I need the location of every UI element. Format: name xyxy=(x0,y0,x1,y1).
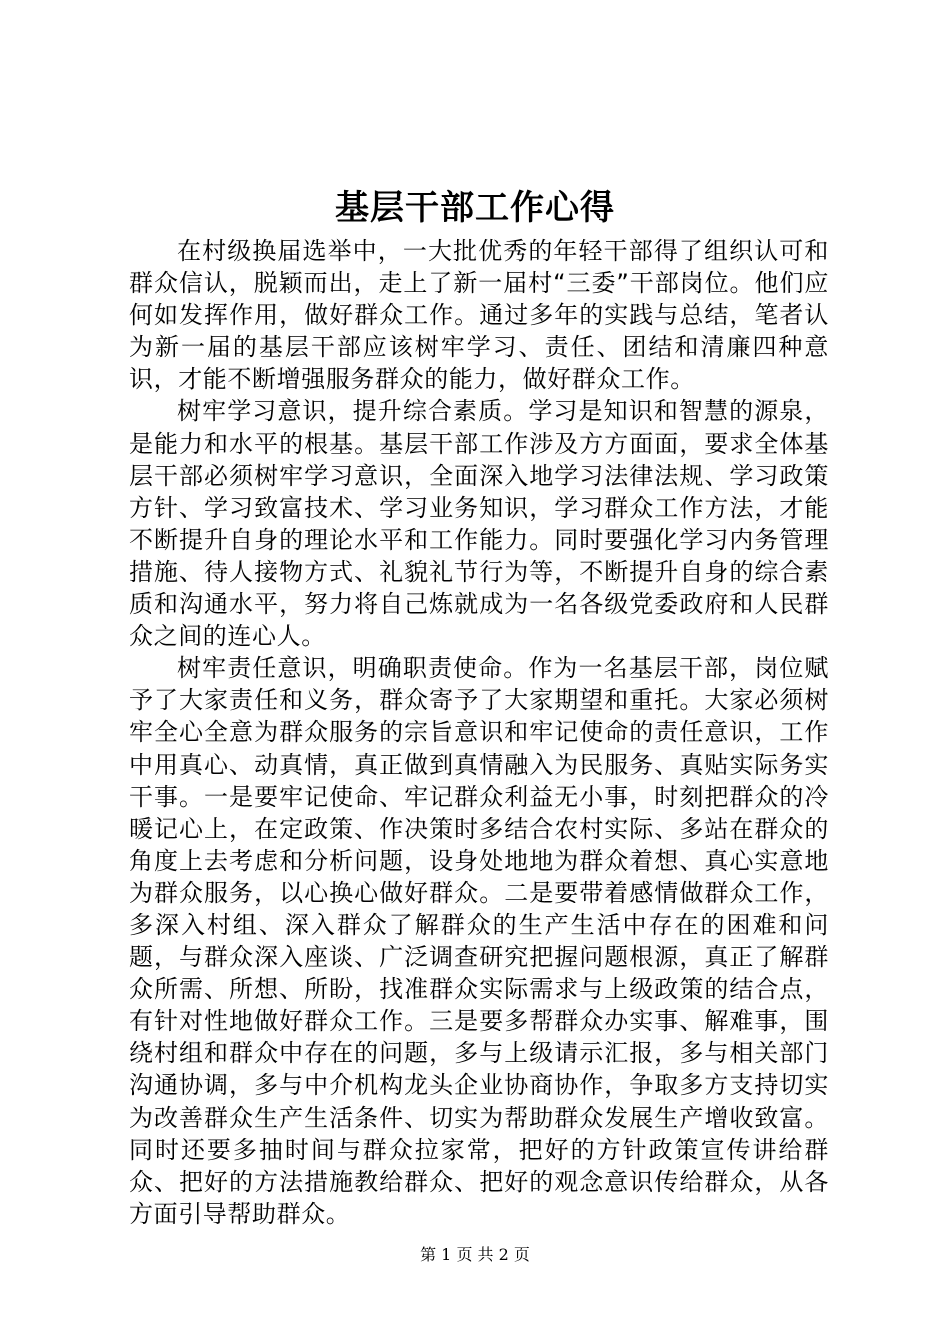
paragraph-responsibility: 树牢责任意识，明确职责使命。作为一名基层干部，岗位赋予了大家责任和义务，群众寄予了大家期望和重托。大家必须树牢全心全意为群众服务的宗旨意识和牢记使命的责任意识，工作中用真心、动真情，真正做到真情融入为民服务、真贴实际务实干事。一是要牢记使命、牢记群众利益无小事，时刻把群众的冷暖记心上，在定政策、作决策时多结合农村实际、多站在群众的角度上去考虑和分析问题，设身处地地为群众着想、真心实意地为群众服务，以心换心做好群众。二是要带着感情做群众工作，多深入村组、深入群众了解群众的生产生活中存在的困难和问题，与群众深入座谈、广泛调查研究把握问题根源，真正了解群众所需、所想、所盼，找准群众实际需求与上级政策的结合点，有针对性地做好群众工作。三是要多帮群众办实事、解难事，围绕村组和群众中存在的问题，多与上级请示汇报，多与相关部门沟通协调，多与中介机构龙头企业协商协作，争取多方支持切实为改善群众生产生活条件、切实为帮助群众发展生产增收致富。同时还要多抽时间与群众拉家常，把好的方针政策宣传讲给群众、把好的方法措施教给群众、把好的观念意识传给群众，从各方面引导帮助群众。 xyxy=(129,654,829,1228)
paragraph-intro: 在村级换届选举中，一大批优秀的年轻干部得了组织认可和群众信认，脱颖而出，走上了新一届村“三委”干部岗位。他们应何如发挥作用，做好群众工作。通过多年的实践与总结，笔者认为新一届的基层干部应该树牢学习、责任、团结和清廉四种意识，才能不断增强服务群众的能力，做好群众工作。 xyxy=(129,237,829,394)
paragraph-learning: 树牢学习意识，提升综合素质。学习是知识和智慧的源泉，是能力和水平的根基。基层干部工作涉及方方面面，要求全体基层干部必须树牢学习意识，全面深入地学习法律法规、学习政策方针、学习致富技术、学习业务知识，学习群众工作方法，才能不断提升自身的理论水平和工作能力。同时要强化学习内务管理措施、待人接物方式、礼貌礼节行为等，不断提升自身的综合素质和沟通水平，努力将自己炼就成为一名各级党委政府和人民群众之间的连心人。 xyxy=(129,397,829,651)
document-body xyxy=(129,235,829,1230)
page-title: 基层干部工作心得 xyxy=(335,188,615,228)
page-footer: 第 1 页 共 2 页 xyxy=(420,1245,530,1264)
